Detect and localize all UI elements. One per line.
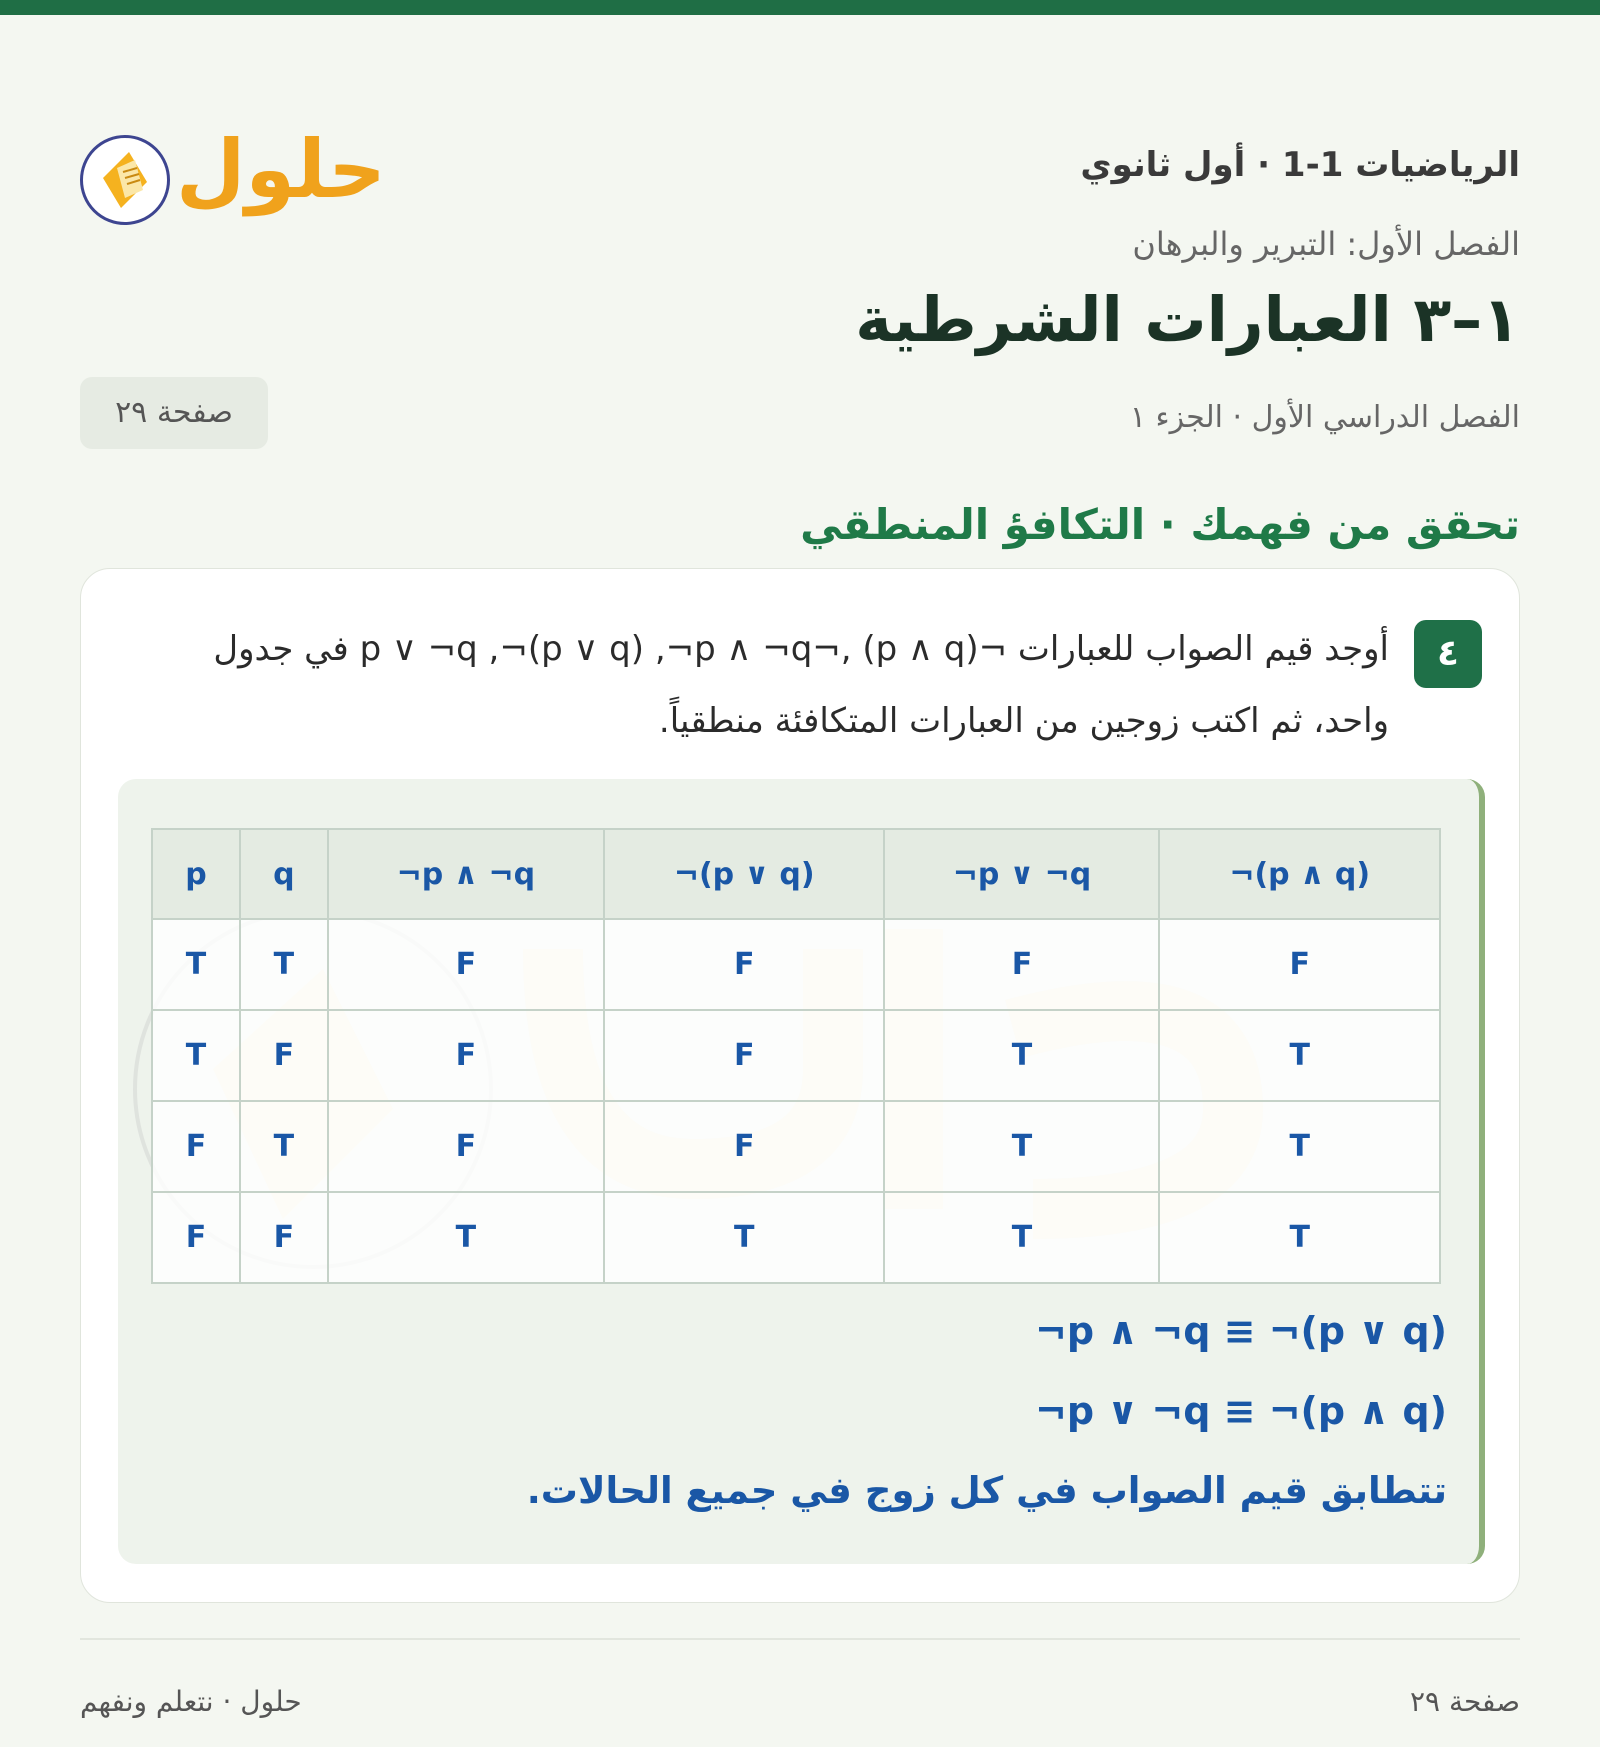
footer-brand: حلول · نتعلم ونفهم: [80, 1685, 302, 1718]
table-row: [152, 919, 1440, 1010]
table-cell: T: [152, 1010, 240, 1101]
header-not-p-or-q: ¬(p ∨ q): [604, 829, 885, 919]
table-cell: F: [1159, 919, 1440, 1010]
question-number: ٤: [1414, 620, 1482, 688]
table-header-row: [152, 829, 1440, 919]
equivalence-2: ¬p ∨ ¬q ≡ ¬(p ∧ q): [1035, 1389, 1447, 1433]
top-accent-bar: [0, 0, 1600, 15]
table-cell: F: [328, 1010, 604, 1101]
table-cell: T: [1159, 1101, 1440, 1192]
truth-table: [151, 828, 1441, 1284]
table-cell: F: [604, 1101, 885, 1192]
table-cell: F: [328, 1101, 604, 1192]
table-row: [152, 1010, 1440, 1101]
logo-book-icon: [80, 135, 170, 225]
table-cell: T: [1159, 1010, 1440, 1101]
table-cell: F: [152, 1192, 240, 1283]
header-q: q: [240, 829, 328, 919]
page-header: [80, 65, 1520, 215]
footer-page-number: صفحة ٢٩: [1409, 1685, 1520, 1718]
table-row: [152, 1101, 1440, 1192]
table-cell: T: [152, 919, 240, 1010]
chapter-title: الفصل الأول: التبرير والبرهان: [1132, 225, 1520, 263]
table-cell: T: [884, 1192, 1159, 1283]
table-row: [152, 1192, 1440, 1283]
conclusion-text: تتطابق قيم الصواب في كل زوج في جميع الحالات.: [526, 1469, 1447, 1512]
table-cell: F: [240, 1010, 328, 1101]
table-cell: T: [240, 919, 328, 1010]
lesson-title: ١–٣ العبارات الشرطية: [855, 283, 1520, 356]
table-cell: F: [604, 1010, 885, 1101]
header-not-p-and-not-q: ¬p ∧ ¬q: [328, 829, 604, 919]
answer-box: [118, 779, 1485, 1564]
semester-label: الفصل الدراسي الأول · الجزء ١: [1129, 400, 1520, 435]
footer-divider: [80, 1638, 1520, 1640]
table-cell: F: [328, 919, 604, 1010]
table-cell: F: [884, 919, 1159, 1010]
table-cell: T: [1159, 1192, 1440, 1283]
header-p: p: [152, 829, 240, 919]
page: [80, 15, 1520, 1747]
subject-title: الرياضيات 1-1 · أول ثانوي: [1080, 145, 1520, 185]
equivalence-1: ¬p ∧ ¬q ≡ ¬(p ∨ q): [1035, 1309, 1447, 1353]
header-not-p-or-not-q: ¬p ∨ ¬q: [884, 829, 1159, 919]
table-cell: T: [884, 1101, 1159, 1192]
table-cell: T: [240, 1101, 328, 1192]
question-card: [80, 568, 1520, 1603]
logo-text: حلول: [176, 123, 386, 216]
table-cell: T: [328, 1192, 604, 1283]
page-badge: صفحة ٢٩: [80, 377, 268, 449]
table-cell: T: [884, 1010, 1159, 1101]
logo[interactable]: [80, 115, 386, 225]
table-cell: F: [240, 1192, 328, 1283]
table-cell: F: [152, 1101, 240, 1192]
table-cell: F: [604, 919, 885, 1010]
section-title: تحقق من فهمك · التكافؤ المنطقي: [800, 500, 1520, 549]
header-not-p-and-q: ¬(p ∧ q): [1159, 829, 1440, 919]
table-cell: T: [604, 1192, 885, 1283]
question-text: أوجد قيم الصواب للعبارات ¬(p ∧ q) ,¬p ∨ ¬q ,¬(p ∨ q) ,¬p ∧ ¬q في جدول واحد، ثم اكتب زوجين من العبارات المتكافئة منطقياً.: [213, 629, 1389, 741]
